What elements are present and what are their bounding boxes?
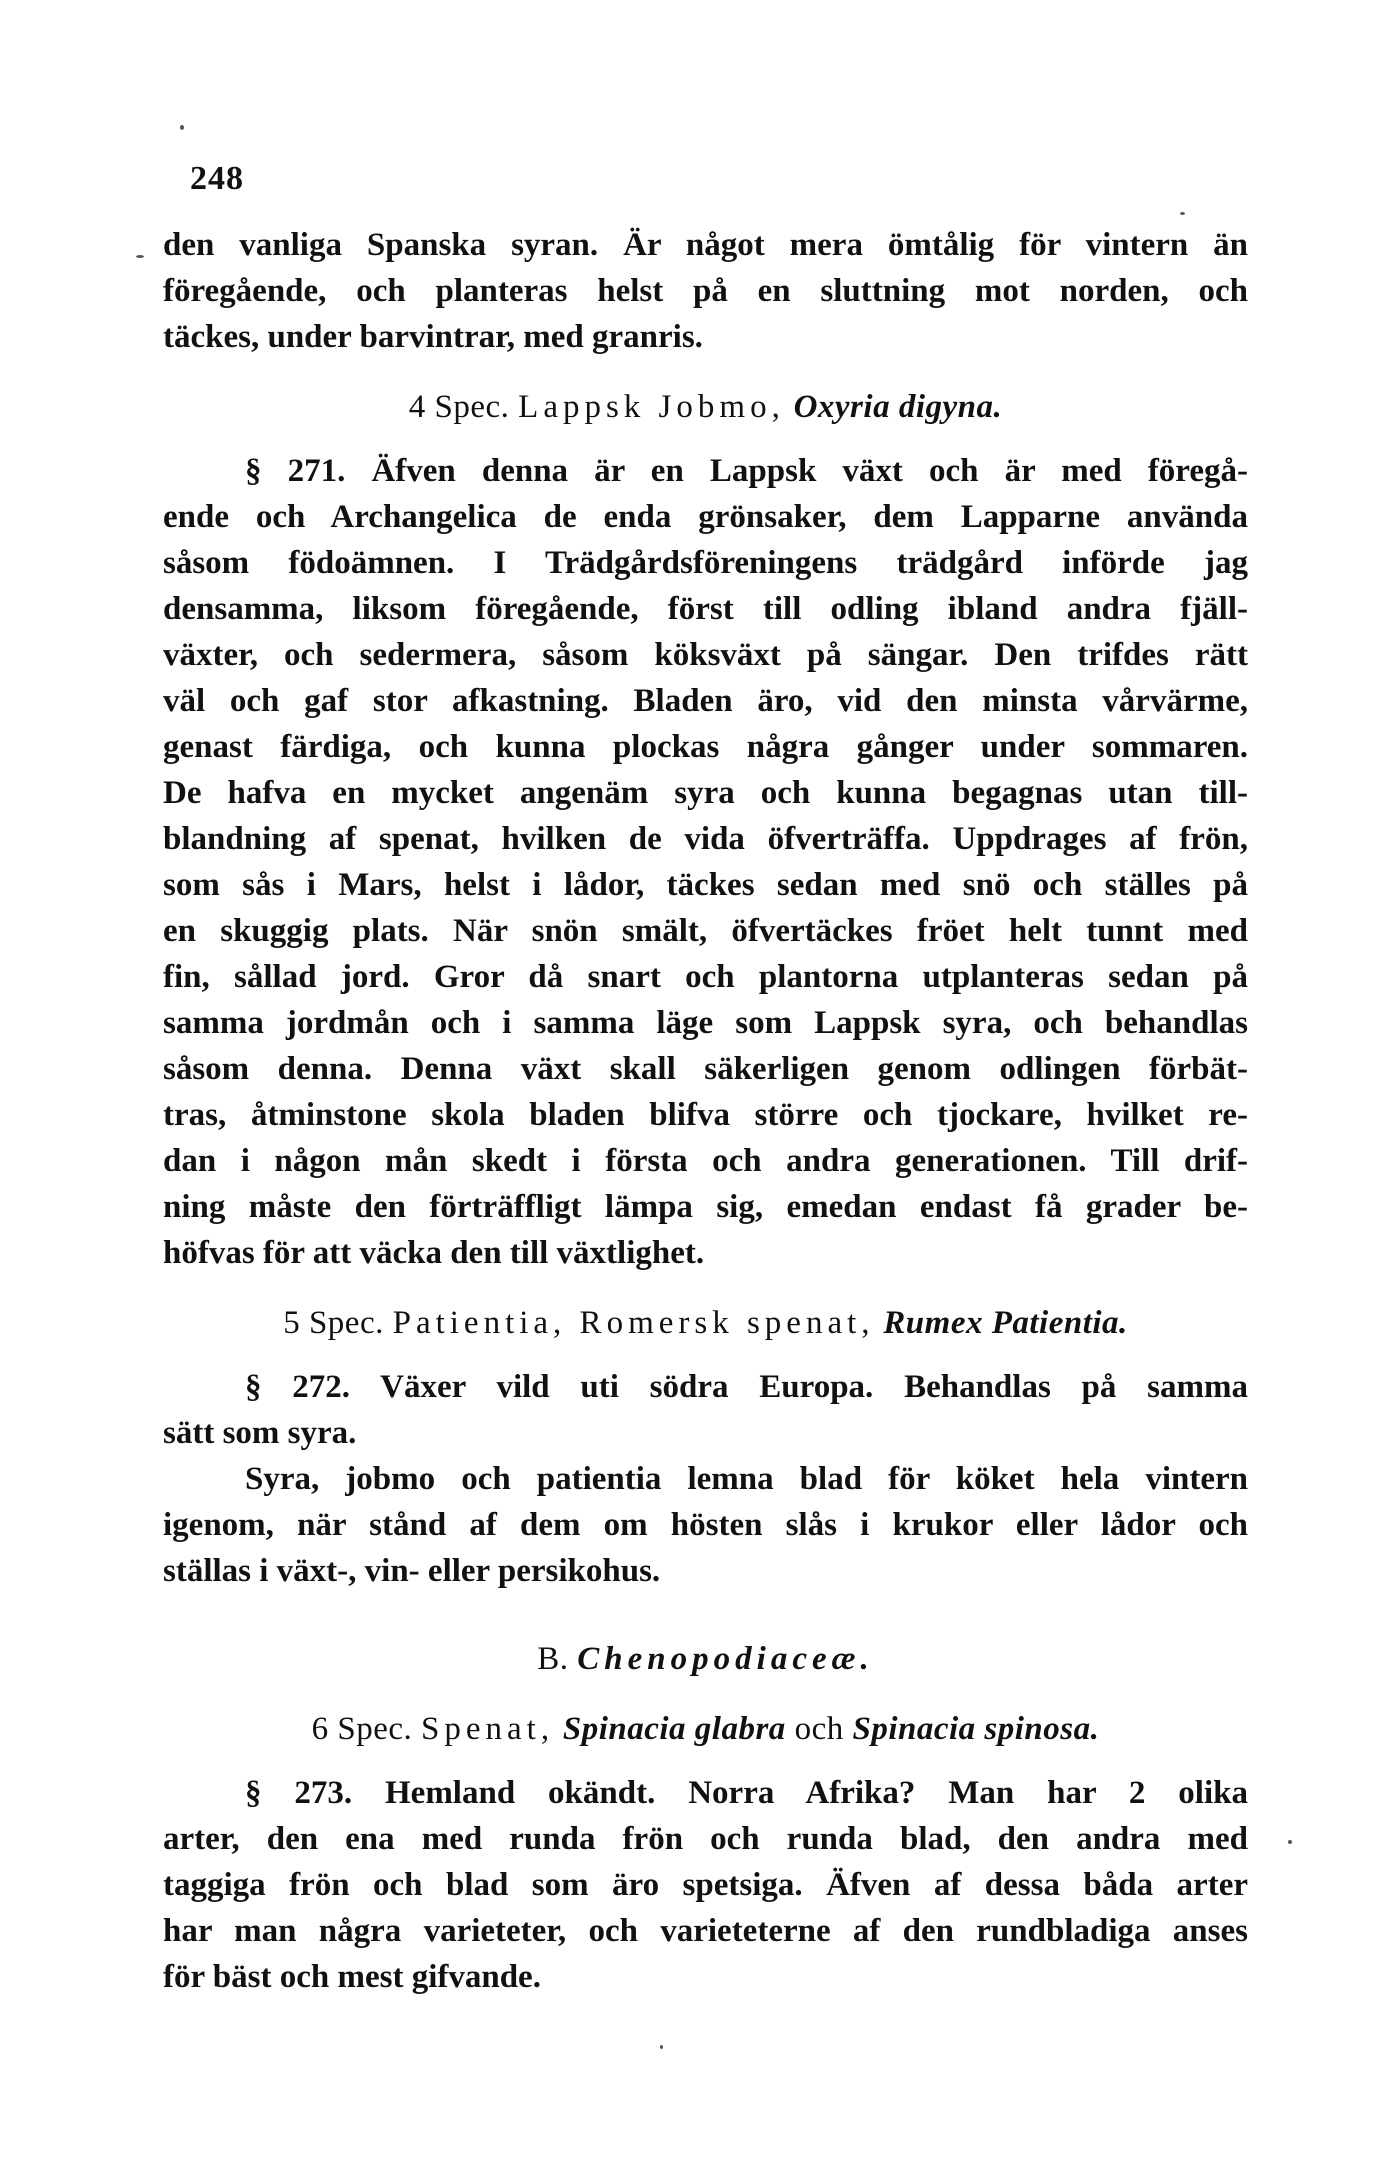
- text-line: § 271. Äfven denna är en Lappsk växt och är med föregå-: [245, 453, 1248, 489]
- text-line: såsom födoämnen. I Trädgårdsföreningens trädgård införde jag: [163, 545, 1248, 581]
- text-line: dan i någon mån skedt i första och andra generationen. Till drif-: [163, 1143, 1248, 1179]
- family-heading: B. Chenopodiaceæ.: [537, 1641, 874, 1677]
- text-line: såsom denna. Denna växt skall säkerligen genom odlingen förbät-: [163, 1051, 1248, 1087]
- text-line: växter, och sedermera, såsom köksväxt på sängar. Den trifdes rätt: [163, 637, 1248, 673]
- text-line: ning måste den förträffligt lämpa sig, emedan endast få grader be-: [163, 1189, 1248, 1225]
- text-line: blandning af spenat, hvilken de vida öfverträffa. Uppdrages af frön,: [163, 821, 1248, 857]
- species-heading-6: 6 Spec. Spenat, Spinacia glabra och Spinacia spinosa.: [311, 1711, 1100, 1747]
- text-line: Syra, jobmo och patientia lemna blad för köket hela vintern: [245, 1461, 1248, 1497]
- scan-speck: [180, 125, 184, 130]
- text-line: genast färdiga, och kunna plockas några gånger under sommaren.: [163, 729, 1248, 765]
- text-line: taggiga frön och blad som äro spetsiga. Äfven af dessa båda arter: [163, 1867, 1248, 1903]
- text-line: föregående, och planteras helst på en sluttning mot norden, och: [163, 273, 1248, 309]
- text-line: höfvas för att väcka den till växtlighet.: [163, 1235, 705, 1271]
- text-line: fin, sållad jord. Gror då snart och plantorna utplanteras sedan på: [163, 959, 1248, 995]
- text-line: har man några varieteter, och varieteterne af den rundbladiga anses: [163, 1913, 1248, 1949]
- text-line: densamma, liksom föregående, först till odling ibland andra fjäll-: [163, 591, 1248, 627]
- text-line: väl och gaf stor afkastning. Bladen äro, vid den minsta vårvärme,: [163, 683, 1248, 719]
- page-number: 248: [190, 160, 244, 197]
- text-line: arter, den ena med runda frön och runda blad, den andra med: [163, 1821, 1248, 1857]
- text-line: § 273. Hemland okändt. Norra Afrika? Man har 2 olika: [245, 1775, 1248, 1811]
- scan-speck: [1288, 1840, 1292, 1844]
- text-line: tras, åtminstone skola bladen blifva större och tjockare, hvilket re-: [163, 1097, 1248, 1133]
- species-heading-4: 4 Spec. Lappsk Jobmo, Oxyria digyna.: [408, 389, 1003, 425]
- text-line: ende och Archangelica de enda grönsaker, dem Lapparne använda: [163, 499, 1248, 535]
- text-line: § 272. Växer vild uti södra Europa. Behandlas på samma: [245, 1369, 1248, 1405]
- page-body: [163, 222, 1248, 2000]
- text-line: den vanliga Spanska syran. Är något mera ömtålig för vintern än: [163, 227, 1248, 263]
- text-line: samma jordmån och i samma läge som Lappsk syra, och behandlas: [163, 1005, 1248, 1041]
- text-line: sätt som syra.: [163, 1415, 357, 1451]
- species-heading-5: 5 Spec. Patientia, Romersk spenat, Rumex Patientia.: [283, 1305, 1128, 1341]
- text-line: för bäst och mest gifvande.: [163, 1959, 541, 1995]
- scan-speck: [1180, 212, 1185, 215]
- text-line: ställas i växt-, vin- eller persikohus.: [163, 1553, 661, 1589]
- text-line: De hafva en mycket angenäm syra och kunna begagnas utan till-: [163, 775, 1248, 811]
- text-line: som sås i Mars, helst i lådor, täckes sedan med snö och ställes på: [163, 867, 1248, 903]
- scan-speck: [136, 255, 144, 258]
- text-line: täckes, under barvintrar, med granris.: [163, 319, 703, 355]
- scan-speck: [660, 2045, 663, 2049]
- text-line: igenom, när stånd af dem om hösten slås i krukor eller lådor och: [163, 1507, 1248, 1543]
- text-line: en skuggig plats. När snön smält, öfvertäckes fröet helt tunnt med: [163, 913, 1248, 949]
